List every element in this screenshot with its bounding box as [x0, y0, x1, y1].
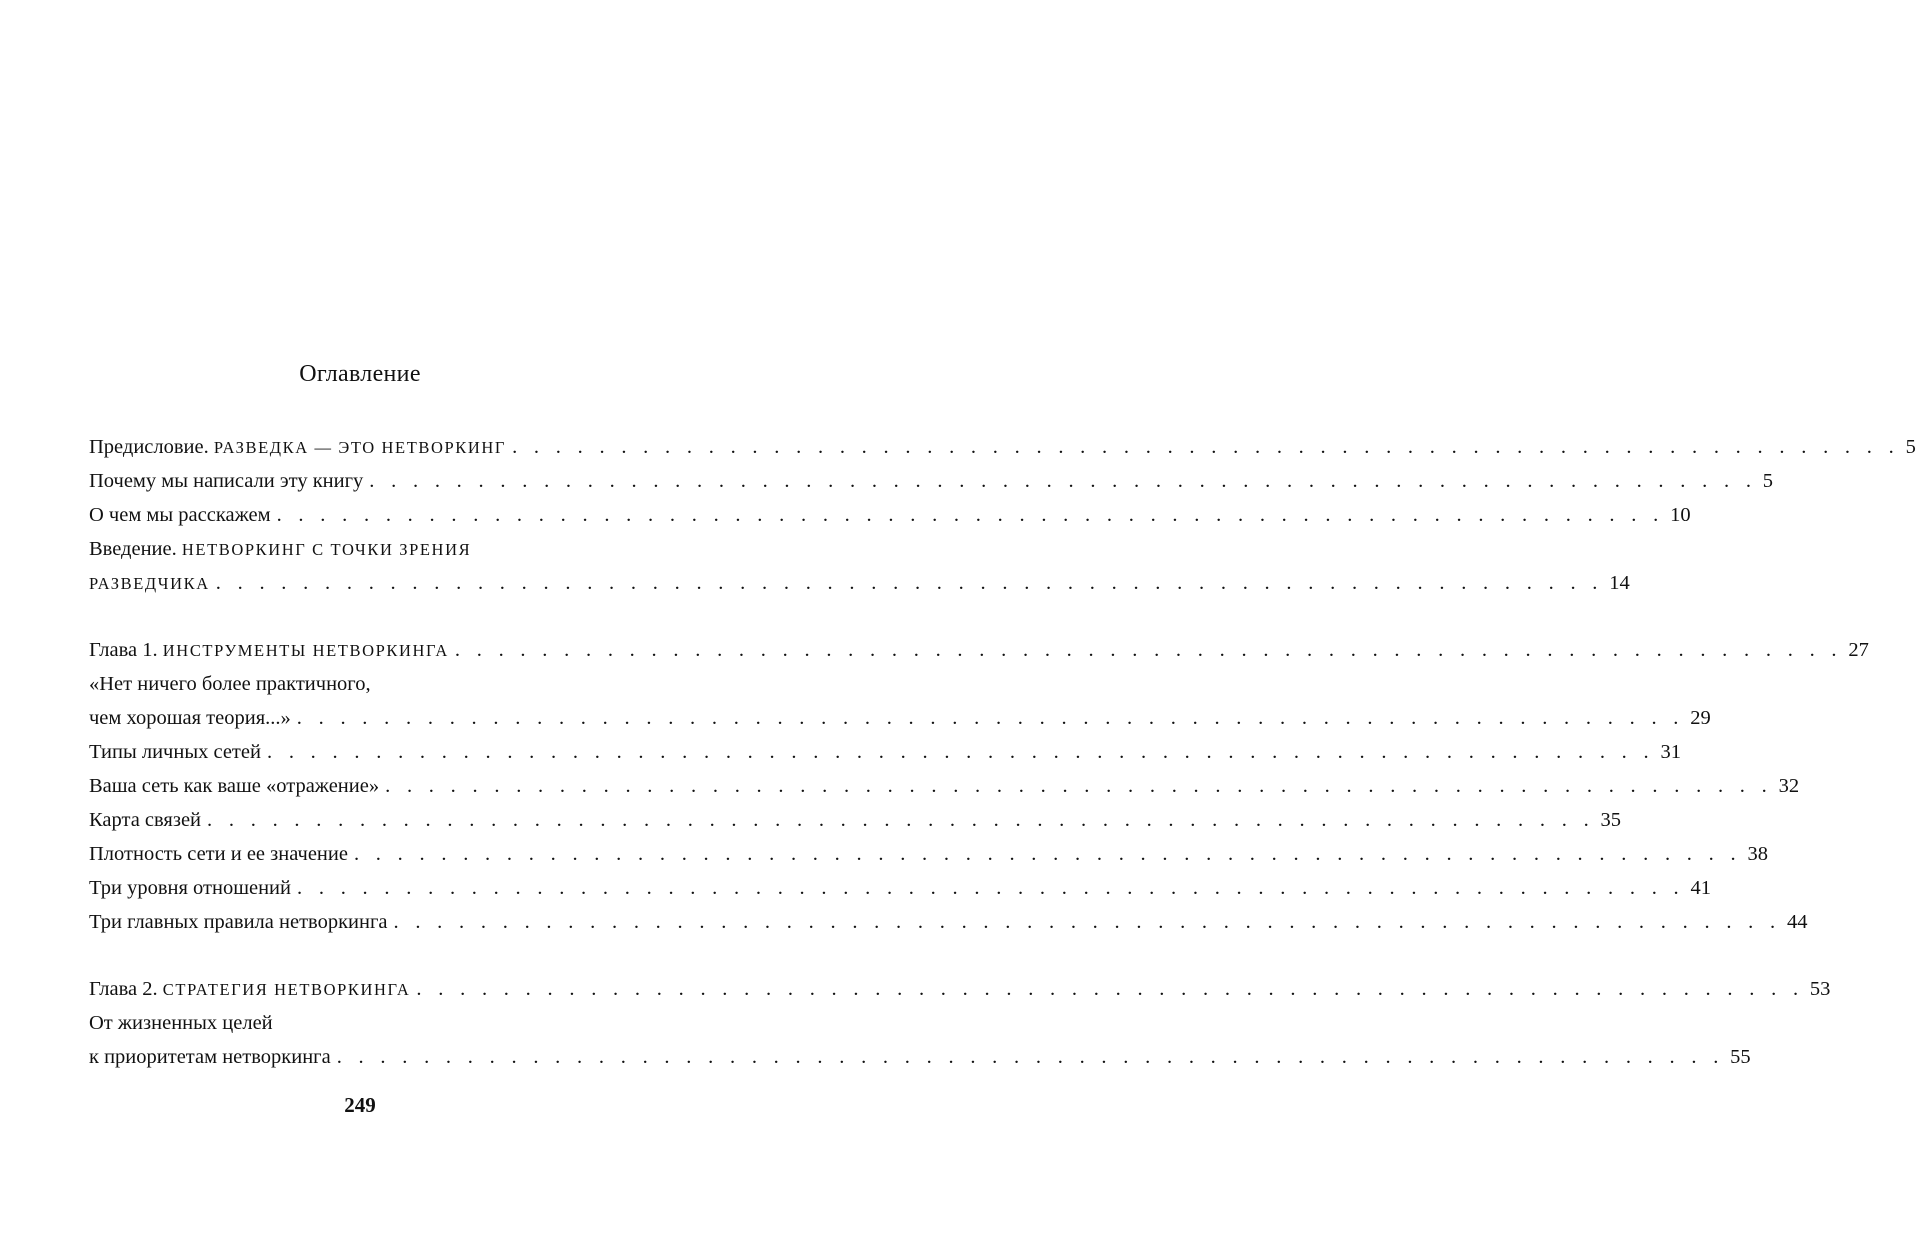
toc-line	[89, 1006, 632, 1040]
toc-line	[89, 532, 632, 566]
entry-page-number: 10	[1670, 504, 1691, 526]
entry-title-text: Типы личных сетей	[89, 741, 261, 763]
table-of-contents	[89, 430, 1916, 1074]
entry-title-caps: РАЗВЕДЧИКА	[89, 574, 210, 593]
entry-title-text: к приоритетам нетворкинга	[89, 1046, 331, 1068]
toc-entry[interactable]	[89, 1006, 1751, 1074]
section-gap	[89, 600, 632, 633]
entry-title-caps: СТРАТЕГИЯ НЕТВОРКИНГА	[162, 980, 411, 999]
dot-leader: . . . . . . . . . . . . . . . . . . . . . . . . . . . . . . . . . . . . . . . . . . . . . . . . . . . . . . . . . . . . . . . .	[385, 775, 1773, 797]
toc-line	[89, 464, 1774, 498]
toc-section	[89, 972, 1831, 1074]
toc-entry[interactable]	[89, 667, 1711, 735]
entry-title	[89, 430, 506, 465]
dot-leader: . . . . . . . . . . . . . . . . . . . . . . . . . . . . . . . . . . . . . . . . . . . . . . . . . . . . . . . . . . . . . . . .	[266, 741, 1655, 763]
toc-line	[89, 701, 1711, 735]
entry-page-number: 35	[1600, 809, 1622, 831]
entry-title	[89, 464, 363, 498]
entry-title	[89, 769, 379, 803]
entry-title-text: «Нет ничего более практичного,	[89, 673, 371, 695]
entry-title-text: Глава 2.	[89, 978, 163, 1000]
entry-page-number: 5	[1762, 470, 1774, 492]
page-title: Оглавление	[299, 361, 421, 387]
toc-line	[89, 633, 1869, 667]
toc-line	[89, 735, 1681, 769]
entry-page-number: 41	[1690, 877, 1711, 899]
entry-title	[89, 972, 410, 1007]
entry-title-text: От жизненных целей	[89, 1012, 273, 1034]
section-gap	[89, 939, 632, 972]
entry-page-number: 44	[1786, 911, 1808, 933]
toc-entry[interactable]	[89, 735, 1681, 769]
entry-title	[89, 803, 201, 837]
entry-page-number: 5	[1905, 436, 1916, 458]
entry-title-text: Ваша сеть как ваше «отражение»	[89, 775, 380, 797]
entry-title	[89, 1006, 273, 1040]
toc-line	[89, 1040, 1751, 1074]
entry-title-text: Карта связей	[89, 809, 202, 831]
dot-leader: . . . . . . . . . . . . . . . . . . . . . . . . . . . . . . . . . . . . . . . . . . . . . . . . . . . . . . . . . . . . . . . .	[215, 572, 1604, 594]
dot-leader: . . . . . . . . . . . . . . . . . . . . . . . . . . . . . . . . . . . . . . . . . . . . . . . . . . . . . . . . . . . . . . . .	[416, 978, 1804, 1000]
toc-line	[89, 667, 632, 701]
toc-line	[89, 769, 1800, 803]
toc-section	[89, 633, 1869, 939]
entry-title	[89, 871, 291, 905]
dot-leader: . . . . . . . . . . . . . . . . . . . . . . . . . . . . . . . . . . . . . . . . . . . . . . . . . . . . . . . . . . . . . . . .	[393, 911, 1781, 933]
toc-entry[interactable]	[89, 972, 1831, 1006]
entry-page-number: 38	[1747, 843, 1768, 865]
entry-title	[89, 1040, 331, 1074]
toc-entry[interactable]	[89, 498, 1691, 532]
entry-page-number: 29	[1690, 707, 1711, 729]
toc-section	[89, 430, 1916, 600]
entry-title	[89, 701, 291, 735]
entry-title-text: Глава 1.	[89, 639, 163, 661]
entry-page-number: 55	[1730, 1046, 1751, 1068]
toc-entry[interactable]	[89, 769, 1800, 803]
dot-leader: . . . . . . . . . . . . . . . . . . . . . . . . . . . . . . . . . . . . . . . . . . . . . . . . . . . . . . . . . . . . . . . .	[207, 809, 1595, 831]
entry-title	[89, 837, 348, 871]
dot-leader: . . . . . . . . . . . . . . . . . . . . . . . . . . . . . . . . . . . . . . . . . . . . . . . . . . . . . . . . . . . . . . . .	[454, 639, 1843, 661]
toc-entry[interactable]	[89, 532, 1630, 600]
entry-title	[89, 498, 271, 532]
entry-title-caps: ИНСТРУМЕНТЫ НЕТВОРКИНГА	[162, 641, 449, 660]
dot-leader: . . . . . . . . . . . . . . . . . . . . . . . . . . . . . . . . . . . . . . . . . . . . . . . . . . . . . . . . . . . . . . . .	[353, 843, 1742, 865]
entry-title-text: Три главных правила нетворкинга	[89, 911, 388, 933]
dot-leader: . . . . . . . . . . . . . . . . . . . . . . . . . . . . . . . . . . . . . . . . . . . . . . . . . . . . . . . . . . . . . . . .	[512, 436, 1900, 458]
entry-title-caps: НЕТВОРКИНГ С ТОЧКИ ЗРЕНИЯ	[181, 540, 472, 559]
entry-title-text: О чем мы расскажем	[89, 504, 271, 526]
dot-leader: . . . . . . . . . . . . . . . . . . . . . . . . . . . . . . . . . . . . . . . . . . . . . . . . . . . . . . . . . . . . . . . .	[297, 877, 1685, 899]
toc-entry[interactable]	[89, 905, 1808, 939]
dot-leader: . . . . . . . . . . . . . . . . . . . . . . . . . . . . . . . . . . . . . . . . . . . . . . . . . . . . . . . . . . . . . . . .	[276, 504, 1665, 526]
toc-entry[interactable]	[89, 464, 1774, 498]
toc-entry[interactable]	[89, 430, 1916, 464]
toc-line	[89, 972, 1831, 1006]
toc-line	[89, 905, 1808, 939]
toc-line	[89, 430, 1916, 464]
entry-page-number: 53	[1809, 978, 1831, 1000]
toc-entry[interactable]	[89, 633, 1869, 667]
entry-title	[89, 532, 471, 567]
entry-page-number: 14	[1609, 572, 1630, 594]
entry-title-text: Предисловие.	[89, 436, 214, 458]
toc-entry[interactable]	[89, 871, 1711, 905]
toc-line	[89, 871, 1711, 905]
entry-title-text: чем хорошая теория...»	[89, 707, 291, 729]
dot-leader: . . . . . . . . . . . . . . . . . . . . . . . . . . . . . . . . . . . . . . . . . . . . . . . . . . . . . . . . . . . . . . . .	[369, 470, 1757, 492]
dot-leader: . . . . . . . . . . . . . . . . . . . . . . . . . . . . . . . . . . . . . . . . . . . . . . . . . . . . . . . . . . . . . . . .	[296, 707, 1685, 729]
toc-line	[89, 498, 1691, 532]
entry-page-number: 32	[1778, 775, 1800, 797]
entry-page-number: 27	[1848, 639, 1869, 661]
toc-entry[interactable]	[89, 803, 1622, 837]
entry-title-text: Почему мы написали эту книгу	[89, 470, 364, 492]
entry-title	[89, 735, 261, 769]
toc-line	[89, 803, 1622, 837]
toc-line	[89, 837, 1768, 871]
entry-title-text: Три уровня отношений	[89, 877, 291, 899]
entry-title	[89, 905, 387, 939]
entry-title-caps: РАЗВЕДКА — ЭТО НЕТВОРКИНГ	[213, 438, 507, 457]
dot-leader: . . . . . . . . . . . . . . . . . . . . . . . . . . . . . . . . . . . . . . . . . . . . . . . . . . . . . . . . . . . . . . . .	[336, 1046, 1725, 1068]
entry-title-text: Плотность сети и ее значение	[89, 843, 348, 865]
page-number: 249	[344, 1093, 376, 1117]
toc-entry[interactable]	[89, 837, 1768, 871]
entry-title	[89, 566, 210, 601]
entry-page-number: 31	[1660, 741, 1681, 763]
entry-title	[89, 667, 371, 701]
entry-title	[89, 633, 449, 668]
entry-title-text: Введение.	[89, 538, 182, 560]
toc-line	[89, 566, 1630, 600]
